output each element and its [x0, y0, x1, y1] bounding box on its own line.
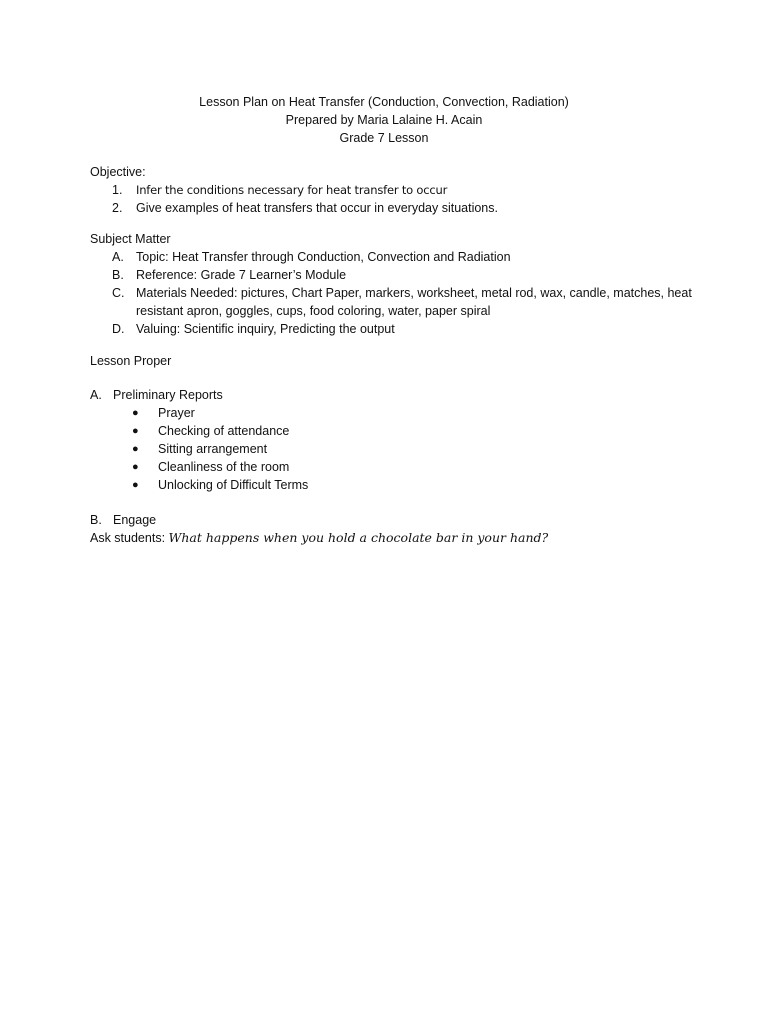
preliminary-heading: [90, 386, 700, 404]
grade-level: Grade 7 Lesson: [339, 131, 429, 145]
preliminary-reports-section: [90, 386, 700, 494]
engage-heading: [90, 511, 700, 529]
lesson-title: Lesson Plan on Heat Transfer (Conduction, Convection, Radiation): [199, 95, 569, 109]
bullet-text: Sitting arrangement: [158, 442, 268, 456]
objective-item-text: Infer the conditions necessary for heat transfer to occur: [136, 183, 448, 197]
list-item: [90, 266, 700, 284]
prepared-by: Prepared by Maria Lalaine H. Acain: [285, 113, 483, 127]
list-item: [90, 458, 700, 476]
bullet-text: Checking of attendance: [158, 424, 290, 438]
list-item: [90, 440, 700, 458]
list-marker: D.: [112, 322, 125, 336]
objective-item-text: Give examples of heat transfers that occur in everyday situations.: [136, 201, 498, 215]
list-item: [90, 181, 700, 199]
bullet-text: Cleanliness of the room: [158, 460, 290, 474]
list-item: [90, 284, 700, 320]
subject-item-text: Topic: Heat Transfer through Conduction, Convection and Radiation: [136, 250, 511, 264]
section-title: Preliminary Reports: [113, 388, 223, 402]
bullet-icon: ●: [132, 479, 139, 491]
prompt-label: Ask students:: [90, 531, 166, 545]
section-title: Engage: [113, 513, 157, 527]
bullet-text: Unlocking of Difficult Terms: [158, 478, 309, 492]
objective-section: [90, 163, 700, 217]
list-item: [90, 404, 700, 422]
list-item: [90, 422, 700, 440]
subject-matter-heading: Subject Matter: [90, 232, 171, 246]
list-item: [90, 199, 700, 217]
section-letter: A.: [90, 388, 102, 402]
document-header: [0, 93, 768, 147]
list-item: [90, 476, 700, 494]
list-marker: C.: [112, 286, 125, 300]
lesson-proper-heading: Lesson Proper: [90, 354, 172, 368]
bullet-icon: ●: [132, 425, 139, 437]
list-marker: A.: [112, 250, 124, 264]
bullet-icon: ●: [132, 443, 139, 455]
engage-question: What happens when you hold a chocolate bar in your hand?: [168, 530, 549, 545]
list-marker: 1.: [112, 183, 123, 197]
bullet-icon: ●: [132, 407, 139, 419]
section-letter: B.: [90, 513, 102, 527]
list-item: [90, 248, 700, 266]
objective-heading: Objective:: [90, 165, 146, 179]
subject-item-text: Reference: Grade 7 Learner’s Module: [136, 268, 347, 282]
lesson-proper-section: [90, 352, 700, 370]
engage-prompt: [90, 529, 700, 547]
subject-matter-section: [90, 230, 700, 338]
engage-section: [90, 511, 700, 547]
bullet-icon: ●: [132, 461, 139, 473]
subject-item-text: Valuing: Scientific inquiry, Predicting the output: [136, 322, 395, 336]
list-marker: B.: [112, 268, 124, 282]
subject-item-text: Materials Needed: pictures, Chart Paper, markers, worksheet, metal rod, wax, candle, matches, heat resistant apron, goggles, cups, food coloring, water, paper spiral: [136, 286, 692, 318]
list-marker: 2.: [112, 201, 123, 215]
list-item: [90, 320, 700, 338]
bullet-text: Prayer: [158, 406, 195, 420]
